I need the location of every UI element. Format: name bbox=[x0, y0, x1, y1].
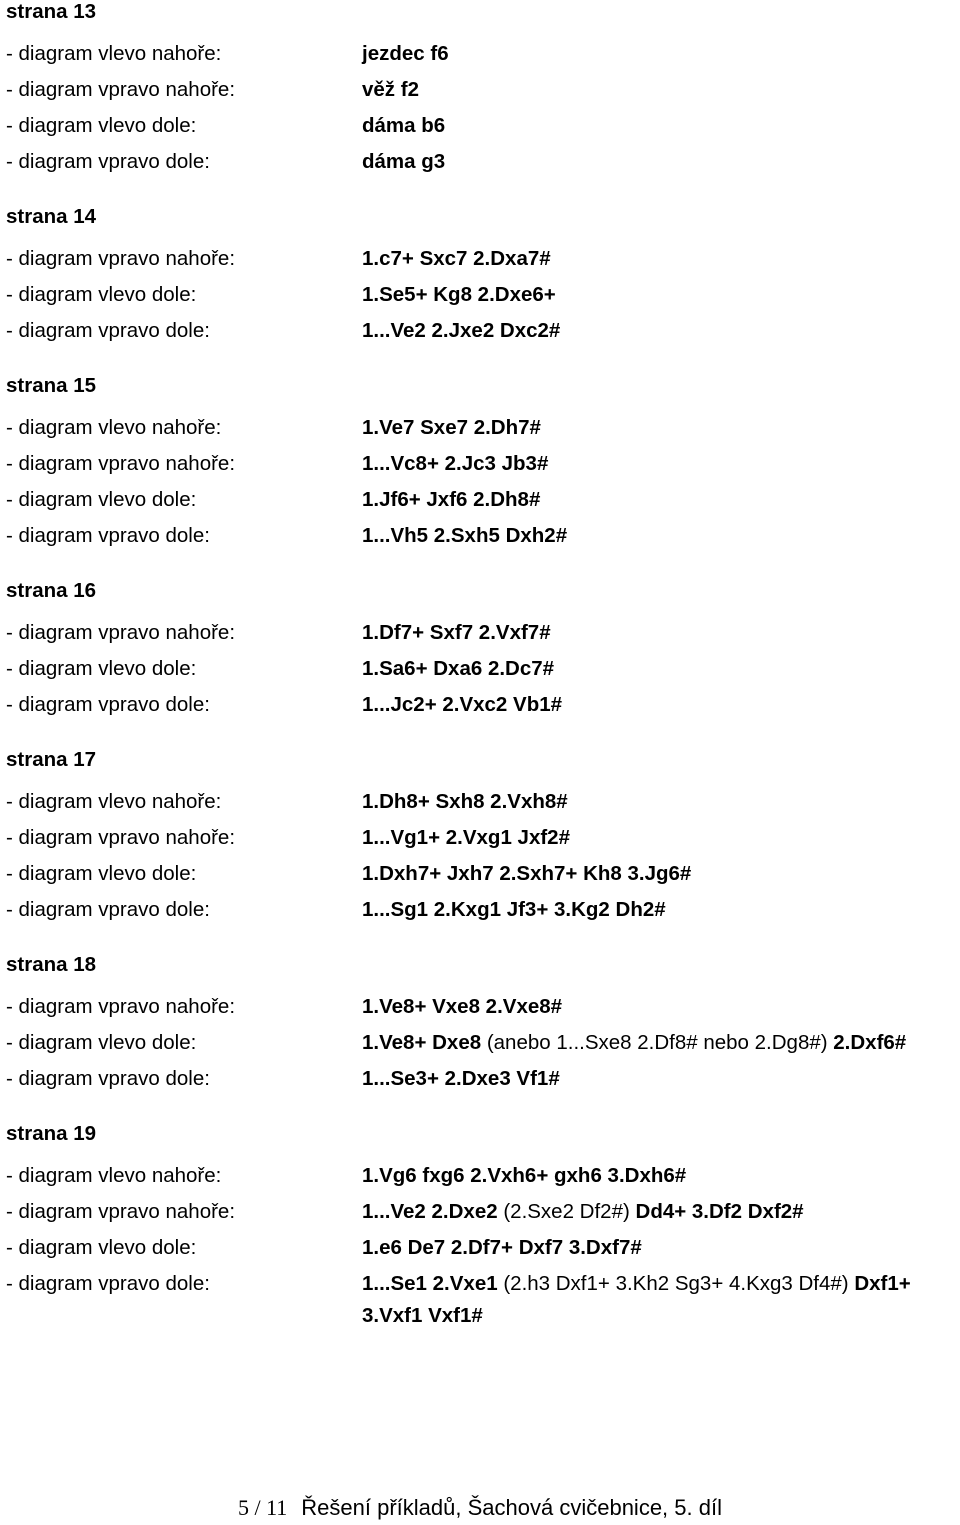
solution-moves bbox=[362, 72, 956, 108]
main-line-moves: 1...Vh5 2.Sxh5 Dxh2# bbox=[362, 524, 568, 547]
solution-row bbox=[6, 241, 956, 277]
section-heading: strana 18 bbox=[6, 953, 97, 976]
page-section bbox=[6, 374, 956, 554]
solution-row bbox=[6, 1266, 956, 1338]
diagram-position-label: - diagram vlevo nahoře: bbox=[6, 790, 222, 813]
diagram-position-label: - diagram vpravo dole: bbox=[6, 1067, 210, 1090]
solution-row bbox=[6, 518, 956, 554]
diagram-position-label: - diagram vlevo nahoře: bbox=[6, 1164, 222, 1187]
solution-moves bbox=[362, 277, 956, 313]
solution-row bbox=[6, 482, 956, 518]
main-line-moves: 1...Sg1 2.Kxg1 Jf3+ 3.Kg2 Dh2# bbox=[362, 898, 666, 921]
solution-moves bbox=[362, 989, 956, 1025]
solution-moves bbox=[362, 651, 956, 687]
diagram-position-label: - diagram vpravo dole: bbox=[6, 898, 210, 921]
solution-moves bbox=[362, 410, 956, 446]
solution-moves bbox=[362, 482, 956, 518]
solution-row bbox=[6, 446, 956, 482]
solution-row bbox=[6, 1158, 956, 1194]
diagram-position-label: - diagram vpravo dole: bbox=[6, 1272, 210, 1295]
solution-moves bbox=[362, 1061, 956, 1097]
solution-row bbox=[6, 651, 956, 687]
solution-moves bbox=[362, 518, 956, 554]
diagram-position-label: - diagram vlevo dole: bbox=[6, 283, 197, 306]
solution-row bbox=[6, 615, 956, 651]
main-line-moves: 1.Sa6+ Dxa6 2.Dc7# bbox=[362, 657, 555, 680]
solution-row bbox=[6, 892, 956, 928]
solution-row bbox=[6, 410, 956, 446]
solution-moves bbox=[362, 856, 956, 892]
solution-row bbox=[6, 1025, 956, 1061]
solution-row bbox=[6, 108, 956, 144]
diagram-position-label: - diagram vpravo nahoře: bbox=[6, 1200, 236, 1223]
solution-moves bbox=[362, 313, 956, 349]
diagram-position-label: - diagram vpravo nahoře: bbox=[6, 247, 236, 270]
solution-moves bbox=[362, 144, 956, 180]
solution-moves bbox=[362, 1230, 956, 1266]
diagram-position-label: - diagram vpravo nahoře: bbox=[6, 78, 236, 101]
section-heading: strana 19 bbox=[6, 1122, 97, 1145]
diagram-position-label: - diagram vlevo nahoře: bbox=[6, 42, 222, 65]
diagram-position-label: - diagram vlevo dole: bbox=[6, 657, 197, 680]
solution-row bbox=[6, 72, 956, 108]
solution-row bbox=[6, 1194, 956, 1230]
diagram-position-label: - diagram vlevo nahoře: bbox=[6, 416, 222, 439]
main-line-moves: 1.Se5+ Kg8 2.Dxe6+ bbox=[362, 283, 556, 306]
diagram-position-label: - diagram vlevo dole: bbox=[6, 488, 197, 511]
solution-moves bbox=[362, 1194, 956, 1230]
variation-note: (2.Sxe2 Df2#) bbox=[497, 1200, 636, 1223]
main-line-moves: 1.Ve7 Sxe7 2.Dh7# bbox=[362, 416, 541, 439]
solution-moves bbox=[362, 892, 956, 928]
diagram-position-label: - diagram vpravo dole: bbox=[6, 150, 210, 173]
main-line-moves: věž f2 bbox=[362, 78, 419, 101]
main-line-moves: 1.Jf6+ Jxf6 2.Dh8# bbox=[362, 488, 541, 511]
main-line-moves: 1...Vc8+ 2.Jc3 Jb3# bbox=[362, 452, 549, 475]
solution-moves bbox=[362, 1266, 956, 1332]
section-heading: strana 17 bbox=[6, 748, 97, 771]
main-line-moves: 2.Dxf6# bbox=[833, 1031, 907, 1054]
main-line-moves: 1.Vg6 fxg6 2.Vxh6+ gxh6 3.Dxh6# bbox=[362, 1164, 687, 1187]
main-line-moves: 1...Ve2 2.Dxe2 bbox=[362, 1200, 498, 1223]
section-heading: strana 14 bbox=[6, 205, 97, 228]
solution-moves bbox=[362, 820, 956, 856]
main-line-moves: 1...Se3+ 2.Dxe3 Vf1# bbox=[362, 1067, 560, 1090]
section-heading: strana 16 bbox=[6, 579, 97, 602]
solution-row bbox=[6, 687, 956, 723]
page-number: 5 / 11 bbox=[238, 1495, 288, 1520]
solution-moves bbox=[362, 784, 956, 820]
diagram-position-label: - diagram vpravo nahoře: bbox=[6, 826, 236, 849]
main-line-moves: 1.Dh8+ Sxh8 2.Vxh8# bbox=[362, 790, 568, 813]
main-line-moves: Dxf1+ 3.Vxf1 Vxf1# bbox=[362, 1272, 911, 1327]
main-line-moves: 1...Ve2 2.Jxe2 Dxc2# bbox=[362, 319, 561, 342]
variation-note: (2.h3 Dxf1+ 3.Kh2 Sg3+ 4.Kxg3 Df4#) bbox=[497, 1272, 855, 1295]
diagram-position-label: - diagram vlevo dole: bbox=[6, 862, 197, 885]
page-section bbox=[6, 953, 956, 1097]
page-section bbox=[6, 579, 956, 723]
solution-row bbox=[6, 989, 956, 1025]
solution-row bbox=[6, 1230, 956, 1266]
main-line-moves: 1.Dxh7+ Jxh7 2.Sxh7+ Kh8 3.Jg6# bbox=[362, 862, 692, 885]
solution-row bbox=[6, 144, 956, 180]
page-section bbox=[6, 748, 956, 928]
solution-moves bbox=[362, 1025, 956, 1061]
solution-moves bbox=[362, 36, 956, 72]
main-line-moves: 1.Ve8+ Vxe8 2.Vxe8# bbox=[362, 995, 563, 1018]
solution-moves bbox=[362, 241, 956, 277]
diagram-position-label: - diagram vlevo dole: bbox=[6, 114, 197, 137]
solution-moves bbox=[362, 446, 956, 482]
main-line-moves: 1...Jc2+ 2.Vxc2 Vb1# bbox=[362, 693, 563, 716]
solution-moves bbox=[362, 687, 956, 723]
solution-row bbox=[6, 856, 956, 892]
main-line-moves: 1...Vg1+ 2.Vxg1 Jxf2# bbox=[362, 826, 570, 849]
solution-moves bbox=[362, 108, 956, 144]
diagram-position-label: - diagram vpravo dole: bbox=[6, 524, 210, 547]
solution-row bbox=[6, 277, 956, 313]
page-section bbox=[6, 1122, 956, 1338]
page-footer bbox=[0, 1492, 960, 1524]
solution-row bbox=[6, 820, 956, 856]
main-line-moves: 1.e6 De7 2.Df7+ Dxf7 3.Dxf7# bbox=[362, 1236, 642, 1259]
solutions-page bbox=[6, 0, 956, 1338]
main-line-moves: dáma b6 bbox=[362, 114, 446, 137]
diagram-position-label: - diagram vpravo dole: bbox=[6, 693, 210, 716]
solution-row bbox=[6, 313, 956, 349]
solution-row bbox=[6, 784, 956, 820]
diagram-position-label: - diagram vpravo nahoře: bbox=[6, 452, 236, 475]
section-heading: strana 15 bbox=[6, 374, 97, 397]
page-section bbox=[6, 0, 956, 180]
main-line-moves: 1...Se1 2.Vxe1 bbox=[362, 1272, 498, 1295]
diagram-position-label: - diagram vlevo dole: bbox=[6, 1236, 197, 1259]
solution-moves bbox=[362, 1158, 956, 1194]
diagram-position-label: - diagram vlevo dole: bbox=[6, 1031, 197, 1054]
main-line-moves: 1.Ve8+ Dxe8 bbox=[362, 1031, 482, 1054]
solution-moves bbox=[362, 615, 956, 651]
page-section bbox=[6, 205, 956, 349]
diagram-position-label: - diagram vpravo nahoře: bbox=[6, 621, 236, 644]
section-heading: strana 13 bbox=[6, 0, 97, 23]
variation-note: (anebo 1...Sxe8 2.Df8# nebo 2.Dg8#) bbox=[481, 1031, 834, 1054]
main-line-moves: Dd4+ 3.Df2 Dxf2# bbox=[635, 1200, 804, 1223]
main-line-moves: jezdec f6 bbox=[362, 42, 449, 65]
main-line-moves: dáma g3 bbox=[362, 150, 446, 173]
diagram-position-label: - diagram vpravo nahoře: bbox=[6, 995, 236, 1018]
solution-row bbox=[6, 1061, 956, 1097]
solution-row bbox=[6, 36, 956, 72]
main-line-moves: 1.c7+ Sxc7 2.Dxa7# bbox=[362, 247, 551, 270]
document-title: Řešení příkladů, Šachová cvičebnice, 5. díl bbox=[301, 1495, 722, 1520]
diagram-position-label: - diagram vpravo dole: bbox=[6, 319, 210, 342]
main-line-moves: 1.Df7+ Sxf7 2.Vxf7# bbox=[362, 621, 551, 644]
